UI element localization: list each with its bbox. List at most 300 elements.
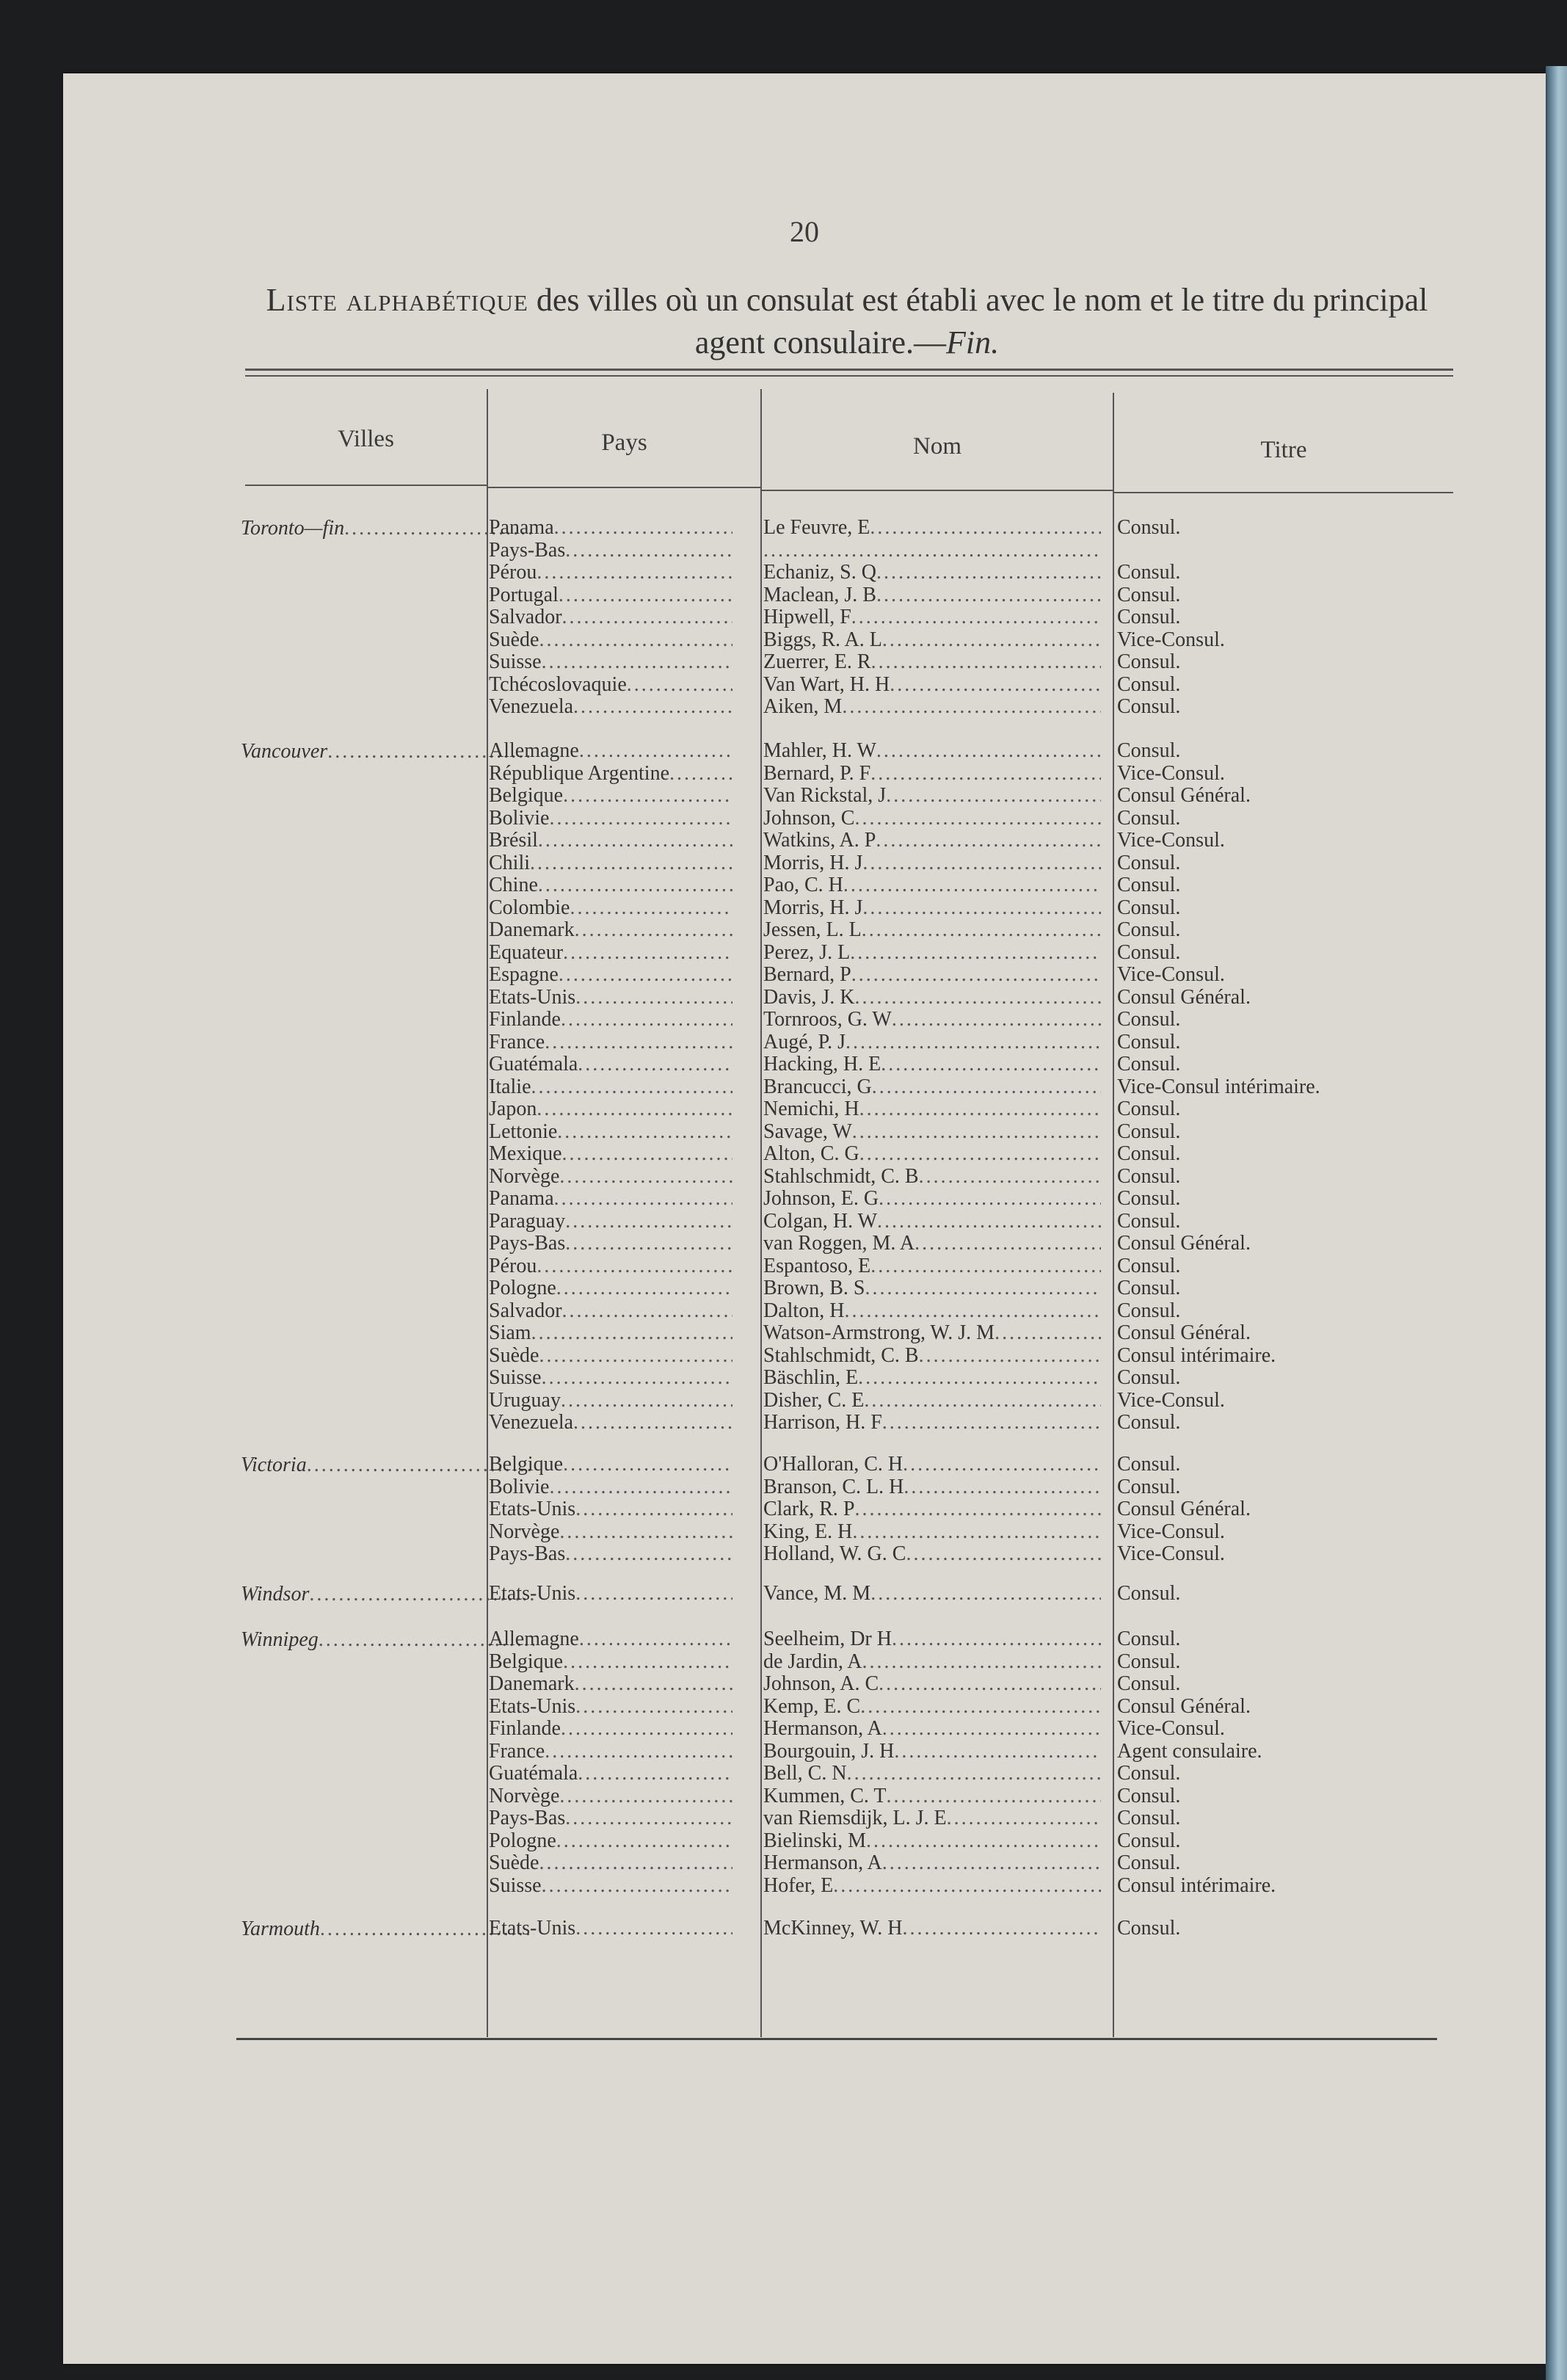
title-cell-text: Consul.	[1117, 584, 1181, 606]
country-cell	[489, 1521, 732, 1544]
title-cell	[1117, 1390, 1462, 1412]
dot-leader	[860, 1696, 1101, 1719]
table-row	[63, 1741, 1546, 1763]
country-cell	[489, 1807, 732, 1830]
dot-leader	[542, 1367, 732, 1390]
dot-leader	[562, 606, 732, 629]
name-cell	[763, 1076, 1101, 1099]
country-cell-text: Etats-Unis	[489, 1498, 576, 1520]
name-cell	[763, 1651, 1101, 1674]
dot-leader	[579, 1628, 732, 1651]
title-cell	[1117, 1322, 1462, 1345]
dot-leader	[870, 1255, 1101, 1278]
country-cell	[489, 1852, 732, 1875]
dot-leader	[559, 1521, 732, 1544]
country-cell	[489, 942, 732, 965]
country-cell-text: Suisse	[489, 1367, 542, 1389]
dot-leader	[919, 1166, 1101, 1189]
dot-leader	[995, 1322, 1101, 1345]
country-cell	[489, 1875, 732, 1898]
dot-leader	[877, 1211, 1101, 1233]
table-row	[63, 897, 1546, 920]
title-cell	[1117, 808, 1462, 830]
name-cell	[763, 674, 1101, 697]
country-cell-text: Equateur	[489, 941, 564, 964]
table-row	[63, 1918, 1546, 1940]
country-cell	[489, 562, 732, 584]
dot-leader	[565, 1233, 732, 1255]
title-cell	[1117, 562, 1462, 584]
dot-leader	[565, 540, 732, 562]
title-cell	[1117, 584, 1462, 607]
country-cell-text: Chine	[489, 874, 538, 896]
dot-leader	[864, 1390, 1101, 1412]
table-row	[63, 830, 1546, 852]
name-cell	[763, 1322, 1101, 1345]
table-row	[63, 517, 1546, 540]
title-cell	[1117, 1830, 1462, 1853]
dot-leader	[563, 1454, 732, 1476]
dot-leader	[562, 1143, 732, 1166]
table-row	[63, 1673, 1546, 1696]
city-name: Victoria	[241, 1454, 307, 1476]
title-cell-text: Consul.	[1117, 1628, 1181, 1650]
country-cell-text: Etats-Unis	[489, 1918, 576, 1940]
header-underline-nom	[762, 490, 1113, 491]
title-cell	[1117, 1454, 1462, 1476]
title-cell-text: Consul.	[1117, 896, 1181, 919]
name-cell-text: Kummen, C. T	[763, 1785, 887, 1807]
dot-leader	[947, 1807, 1101, 1830]
title-cell	[1117, 674, 1462, 697]
title-cell-text: Vice-Consul.	[1117, 1389, 1225, 1412]
dot-leader	[549, 808, 732, 830]
country-cell	[489, 1009, 732, 1031]
name-cell	[763, 987, 1101, 1009]
dot-leader	[563, 942, 732, 965]
title-cell	[1117, 1098, 1462, 1121]
table-row	[63, 1763, 1546, 1785]
dot-leader	[851, 964, 1101, 987]
title-cell	[1117, 1476, 1462, 1499]
city-group-rows	[63, 1583, 1546, 1606]
dot-leader	[862, 1651, 1101, 1674]
title-cell-text: Consul.	[1117, 852, 1181, 874]
country-cell	[489, 1390, 732, 1412]
dot-leader	[573, 1412, 732, 1434]
name-cell-text: King, E. H	[763, 1520, 853, 1543]
column-header-pays: Pays	[601, 429, 647, 456]
title-cell-text: Vice-Consul.	[1117, 1543, 1225, 1565]
name-cell-text: Biggs, R. A. L	[763, 628, 882, 651]
page-number: 20	[790, 215, 819, 248]
dot-leader	[575, 1583, 732, 1606]
table-row	[63, 1651, 1546, 1674]
name-cell	[763, 1830, 1101, 1853]
title-cell	[1117, 606, 1462, 629]
dot-leader	[565, 1543, 732, 1566]
name-cell-text: Hermanson, A	[763, 1718, 882, 1740]
dot-leader	[859, 1098, 1101, 1121]
title-cell	[1117, 1121, 1462, 1144]
table-row	[63, 740, 1546, 763]
country-cell	[489, 1188, 732, 1211]
title-cell	[1117, 696, 1462, 719]
country-cell-text: Italie	[489, 1075, 531, 1098]
title-cell-text: Consul.	[1117, 1098, 1181, 1120]
dot-leader	[542, 1875, 732, 1898]
table-row	[63, 1807, 1546, 1830]
country-cell-text: Danemark	[489, 1673, 575, 1695]
dot-leader	[871, 651, 1101, 674]
table-row	[63, 1166, 1546, 1189]
country-cell-text: Tchécoslovaquie	[489, 673, 627, 696]
dot-leader	[852, 1121, 1101, 1144]
country-cell	[489, 696, 732, 719]
title-cell	[1117, 897, 1462, 920]
country-cell-text: Panama	[489, 1188, 554, 1210]
name-cell	[763, 1454, 1101, 1476]
title-cell	[1117, 1628, 1462, 1651]
name-cell	[763, 1121, 1101, 1144]
table-row	[63, 1852, 1546, 1875]
dot-leader	[886, 785, 1101, 808]
country-cell	[489, 964, 732, 987]
country-cell	[489, 1830, 732, 1853]
name-cell-text: Bäschlin, E	[763, 1367, 859, 1389]
dot-leader	[561, 1718, 732, 1741]
dot-leader	[573, 696, 732, 719]
title-cell-text: Vice-Consul intérimaire.	[1117, 1075, 1320, 1098]
country-cell	[489, 1322, 732, 1345]
heading-text: des villes où un consulat est établi avec le nom et le titre du principal agent consulaire.—	[528, 282, 1428, 360]
country-cell	[489, 1918, 732, 1940]
country-cell	[489, 1233, 732, 1255]
dot-leader	[870, 763, 1101, 786]
title-cell	[1117, 964, 1462, 987]
name-cell-text: Bernard, P	[763, 964, 851, 986]
country-cell	[489, 1583, 732, 1606]
name-cell-text: Tornroos, G. W	[763, 1009, 892, 1031]
table-row	[63, 987, 1546, 1009]
country-cell	[489, 1098, 732, 1121]
name-cell-text: Hofer, E	[763, 1874, 834, 1897]
title-cell-text: Consul.	[1117, 1476, 1181, 1498]
country-cell-text: Norvège	[489, 1520, 560, 1543]
table-row	[63, 942, 1546, 965]
country-cell-text: Suisse	[489, 651, 542, 673]
title-cell	[1117, 874, 1462, 897]
name-cell-text: de Jardin, A	[763, 1650, 862, 1673]
country-cell-text: Portugal	[489, 584, 559, 606]
name-cell-text: Savage, W	[763, 1120, 852, 1143]
title-cell-text: Consul.	[1117, 1412, 1181, 1434]
table-row	[63, 1277, 1546, 1300]
name-cell	[763, 1367, 1101, 1390]
dot-leader	[531, 1076, 732, 1099]
country-cell	[489, 1076, 732, 1099]
title-cell-text: Consul.	[1117, 1188, 1181, 1210]
title-cell	[1117, 1211, 1462, 1233]
country-cell-text: Venezuela	[489, 1412, 574, 1434]
title-cell-text: Consul.	[1117, 941, 1181, 964]
name-cell-text: Stahlschmidt, C. B	[763, 1165, 919, 1188]
name-cell-text: Johnson, A. C	[763, 1673, 879, 1695]
country-cell-text: Venezuela	[489, 696, 574, 718]
title-cell-text: Consul.	[1117, 1763, 1181, 1785]
top-double-rule	[245, 369, 1453, 377]
title-cell-text: Consul.	[1117, 1829, 1181, 1852]
dot-leader	[903, 1454, 1101, 1476]
dot-leader	[854, 808, 1101, 830]
title-cell	[1117, 1696, 1462, 1719]
table-row	[63, 1300, 1546, 1323]
header-underline-villes	[245, 485, 487, 486]
name-cell	[763, 897, 1101, 920]
country-cell-text: Pérou	[489, 562, 537, 584]
name-cell-text: Johnson, C	[763, 807, 855, 830]
heading-smallcaps: Liste alphabétique	[266, 282, 528, 318]
dot-leader	[539, 629, 732, 652]
table-row	[63, 1009, 1546, 1031]
country-cell-text: Norvège	[489, 1785, 560, 1807]
title-cell-text: Consul.	[1117, 562, 1181, 584]
title-cell	[1117, 1498, 1462, 1521]
dot-leader	[881, 1053, 1101, 1076]
title-cell	[1117, 1583, 1462, 1606]
country-cell	[489, 1498, 732, 1521]
name-cell-text: van Roggen, M. A	[763, 1233, 915, 1255]
title-cell-text: Consul.	[1117, 1165, 1181, 1188]
title-cell-text: Vice-Consul.	[1117, 628, 1225, 651]
city-name: Vancouver	[241, 740, 328, 763]
table-row	[63, 1521, 1546, 1544]
name-cell-text: Watkins, A. P	[763, 830, 876, 852]
country-cell	[489, 1763, 732, 1785]
dot-leader	[892, 1628, 1101, 1651]
title-cell	[1117, 1521, 1462, 1544]
name-cell	[763, 964, 1101, 987]
table-row	[63, 1322, 1546, 1345]
table-row	[63, 1543, 1546, 1566]
country-cell	[489, 1673, 732, 1696]
table-row	[63, 1718, 1546, 1741]
title-cell-text: Consul intérimaire.	[1117, 1874, 1276, 1897]
title-cell-text: Vice-Consul.	[1117, 1520, 1225, 1543]
title-cell-text: Consul.	[1117, 740, 1181, 762]
table-row	[63, 1076, 1546, 1099]
title-cell-text: Vice-Consul.	[1117, 830, 1225, 852]
table-row	[63, 1031, 1546, 1054]
country-cell-text: Japon	[489, 1098, 537, 1120]
dot-leader	[537, 562, 732, 584]
dot-leader	[903, 1918, 1101, 1940]
country-cell	[489, 606, 732, 629]
dot-leader	[892, 1009, 1101, 1031]
dot-leader	[549, 1476, 732, 1499]
country-cell	[489, 1476, 732, 1499]
country-cell	[489, 1211, 732, 1233]
title-cell-text: Consul.	[1117, 1454, 1181, 1476]
name-cell	[763, 1166, 1101, 1189]
country-cell-text: Suède	[489, 628, 539, 651]
dot-leader	[539, 1852, 732, 1875]
table-row	[63, 1454, 1546, 1476]
dot-leader	[919, 1345, 1101, 1368]
table-row	[63, 964, 1546, 987]
name-cell-text: Alton, C. G	[763, 1143, 859, 1165]
city-name: Winnipeg	[241, 1628, 319, 1651]
title-cell	[1117, 629, 1462, 652]
title-cell	[1117, 517, 1462, 540]
title-cell	[1117, 1741, 1462, 1763]
name-cell	[763, 562, 1101, 584]
country-cell-text: Pologne	[489, 1829, 556, 1852]
name-cell-text: Branson, C. L. H	[763, 1476, 904, 1498]
country-cell-text: Suède	[489, 1852, 539, 1874]
table-row	[63, 1785, 1546, 1808]
country-cell	[489, 1166, 732, 1189]
title-cell-text: Consul.	[1117, 651, 1181, 673]
name-cell-text: Bielinski, M	[763, 1829, 867, 1852]
title-cell	[1117, 1053, 1462, 1076]
table-row	[63, 562, 1546, 584]
city-name: Toronto—fin	[241, 517, 345, 540]
name-cell-text: Johnson, E. G	[763, 1188, 879, 1210]
dot-leader	[563, 785, 732, 808]
table-row	[63, 1053, 1546, 1076]
title-cell	[1117, 1233, 1462, 1255]
country-cell	[489, 1031, 732, 1054]
dot-leader	[833, 1875, 1101, 1898]
name-cell	[763, 1053, 1101, 1076]
dot-leader	[627, 674, 732, 697]
country-cell-text: Pays-Bas	[489, 1807, 566, 1829]
name-cell-text: Bell, C. N	[763, 1763, 847, 1785]
title-cell	[1117, 1009, 1462, 1031]
dot-leader	[557, 1121, 732, 1144]
country-cell-text: Bolivie	[489, 1476, 550, 1498]
country-cell	[489, 674, 732, 697]
country-cell-text: Etats-Unis	[489, 1695, 576, 1718]
table-row	[63, 606, 1546, 629]
name-cell	[763, 852, 1101, 875]
title-cell	[1117, 1166, 1462, 1189]
name-cell	[763, 606, 1101, 629]
title-cell-text: Consul.	[1117, 673, 1181, 696]
title-cell-text: Consul intérimaire.	[1117, 1344, 1276, 1367]
table-row	[63, 1255, 1546, 1278]
name-cell	[763, 1673, 1101, 1696]
dot-leader	[575, 1498, 732, 1521]
name-cell-text: Brancucci, G	[763, 1075, 872, 1098]
country-cell	[489, 1718, 732, 1741]
dot-leader	[890, 674, 1101, 697]
title-cell	[1117, 1718, 1462, 1741]
table-row	[63, 1390, 1546, 1412]
column-header-titre: Titre	[1260, 437, 1307, 463]
name-cell	[763, 942, 1101, 965]
name-cell-text: Pao, C. H	[763, 874, 843, 896]
dot-leader	[882, 1852, 1101, 1875]
table-row	[63, 540, 1546, 562]
country-cell	[489, 1367, 732, 1390]
country-cell-text: France	[489, 1031, 545, 1053]
dot-leader	[575, 1673, 732, 1696]
name-cell-text: Espantoso, E	[763, 1255, 871, 1277]
country-cell-text: Panama	[489, 517, 554, 539]
title-cell	[1117, 1255, 1462, 1278]
dot-leader	[842, 696, 1101, 719]
name-cell	[763, 629, 1101, 652]
table-row	[63, 874, 1546, 897]
name-cell-text: Perez, J. L	[763, 941, 851, 964]
dot-leader	[844, 1300, 1101, 1323]
title-cell	[1117, 1300, 1462, 1323]
city-name: Yarmouth	[241, 1918, 320, 1940]
table-row	[63, 1498, 1546, 1521]
name-cell	[763, 830, 1101, 852]
country-cell	[489, 1454, 732, 1476]
dot-leader	[851, 606, 1101, 629]
country-cell-text: Uruguay	[489, 1389, 561, 1412]
name-cell-text: O'Halloran, C. H	[763, 1454, 904, 1476]
dot-leader	[554, 1188, 732, 1211]
country-cell	[489, 584, 732, 607]
dot-leader	[865, 1277, 1101, 1300]
name-cell	[763, 1277, 1101, 1300]
country-cell-text: Belgique	[489, 1454, 564, 1476]
table-row	[63, 1412, 1546, 1434]
title-cell-text: Vice-Consul.	[1117, 964, 1225, 986]
dot-leader	[858, 1367, 1101, 1390]
name-cell-text: Morris, H. J	[763, 852, 863, 874]
dot-leader	[545, 1031, 732, 1054]
table-row	[63, 674, 1546, 697]
title-cell	[1117, 1345, 1462, 1368]
name-cell	[763, 584, 1101, 607]
dot-leader	[559, 1785, 732, 1808]
title-cell-text: Consul.	[1117, 1009, 1181, 1031]
table-row	[63, 1476, 1546, 1499]
dot-leader	[876, 562, 1101, 584]
name-cell	[763, 1031, 1101, 1054]
title-cell	[1117, 852, 1462, 875]
dot-leader	[538, 830, 732, 852]
bottom-rule	[236, 2038, 1437, 2040]
header-underline-titre	[1114, 492, 1453, 493]
title-cell-text: Consul.	[1117, 1583, 1181, 1605]
title-cell-text: Consul.	[1117, 1255, 1181, 1277]
country-cell	[489, 540, 732, 562]
country-cell-text: Pologne	[489, 1277, 556, 1299]
dot-leader	[859, 1143, 1101, 1166]
country-cell-text: Pays-Bas	[489, 539, 566, 562]
name-cell	[763, 1009, 1101, 1031]
name-cell-text: Nemichi, H	[763, 1098, 859, 1120]
dot-leader	[870, 1583, 1101, 1606]
title-cell	[1117, 1188, 1462, 1211]
country-cell-text: Pays-Bas	[489, 1543, 566, 1565]
table-row	[63, 1696, 1546, 1719]
dot-leader	[852, 1521, 1101, 1544]
name-cell-text: van Riemsdijk, L. J. E	[763, 1807, 947, 1829]
country-cell	[489, 1651, 732, 1674]
city-group-rows	[63, 740, 1546, 1434]
title-cell-text: Consul.	[1117, 807, 1181, 830]
country-cell-text: Pays-Bas	[489, 1233, 566, 1255]
table-row	[63, 1098, 1546, 1121]
